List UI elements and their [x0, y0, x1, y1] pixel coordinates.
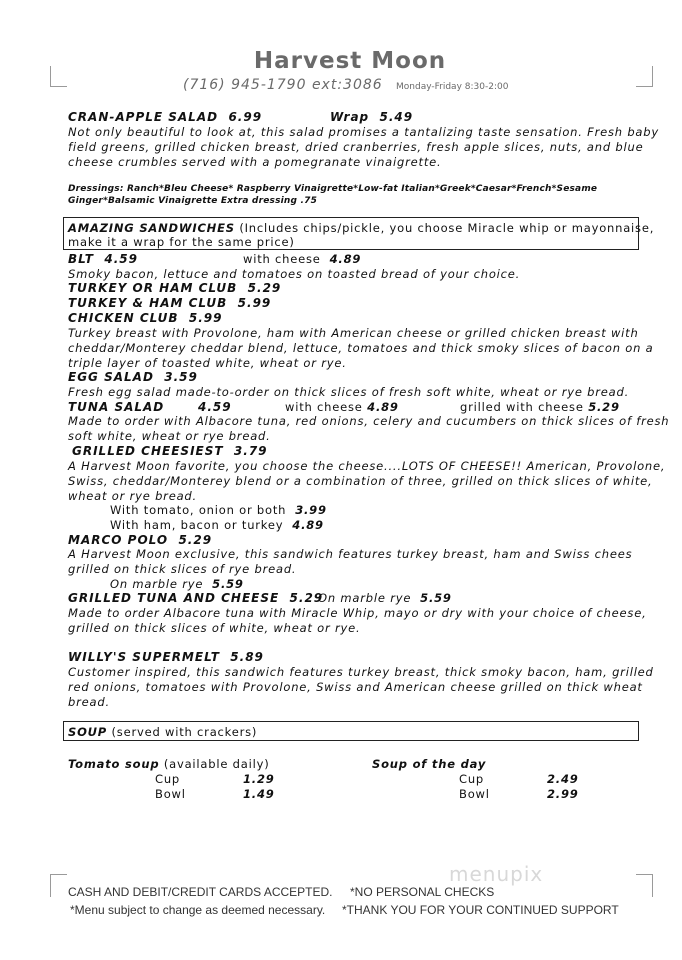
- grilled-cheesiest: GRILLED CHEESIEST 3.79: [72, 444, 268, 458]
- blt-desc: Smoky bacon, lettuce and tomatoes on toasted bread of your choice.: [68, 267, 521, 281]
- egg-salad-desc: Fresh egg salad made-to-order on thick slices of fresh soft white, wheat or rye bread.: [68, 385, 630, 399]
- tuna-salad-desc-2: soft white, wheat or rye bread.: [68, 429, 271, 443]
- turkey-or-ham-club: TURKEY OR HAM CLUB 5.29: [68, 281, 282, 295]
- egg-salad: EGG SALAD 3.59: [68, 370, 198, 384]
- grilled-tuna-desc-1: Made to order Albacore tuna with Miracle Whip, mayo or dry with your choice of cheese,: [68, 606, 647, 620]
- corner-mark-bottom-left: [50, 874, 67, 897]
- tuna-salad-desc-1: Made to order with Albacore tuna, red onions, celery and cucumbers on thick slices of fresh: [68, 414, 670, 428]
- corner-mark-bottom-right: [636, 874, 653, 897]
- salad-price: 6.99: [228, 110, 263, 124]
- marco-polo: MARCO POLO 5.29: [68, 533, 213, 547]
- turkey-and-ham-club: TURKEY & HAM CLUB 5.99: [68, 296, 272, 310]
- tuna-salad-name: TUNA SALAD: [68, 400, 165, 414]
- marco-polo-option: On marble rye 5.59: [110, 577, 244, 591]
- dressings-line-1: Dressings: Ranch*Bleu Cheese* Raspberry Vinaigrette*Low-fat Italian*Greek*Caesar*French*Sesame: [68, 184, 598, 194]
- tomato-cup-label: Cup: [155, 772, 181, 786]
- phone-number: (716) 945-1790 ext:3086: [183, 77, 383, 93]
- tuna-grilled-option: grilled with cheese 5.29: [460, 400, 620, 414]
- chicken-club: CHICKEN CLUB 5.99: [68, 311, 223, 325]
- tomato-soup: Tomato soup (available daily): [68, 757, 270, 771]
- sandwiches-header: AMAZING SANDWICHES (Includes chips/pickle, you choose Miracle whip or mayonnaise,: [68, 221, 655, 235]
- salad-desc-line-3: cheese crumbles served with a pomegranate vinaigrette.: [68, 155, 442, 169]
- grilled-tuna-option: On marble rye 5.59: [318, 591, 452, 605]
- day-bowl-label: Bowl: [459, 787, 490, 801]
- tuna-cheese-option: with cheese 4.89: [285, 400, 399, 414]
- blt-cheese-option: with cheese 4.89: [243, 252, 362, 266]
- blt-name: BLT 4.59: [68, 252, 138, 266]
- tomato-cup-price: 1.29: [243, 772, 275, 786]
- chicken-club-desc-1: Turkey breast with Provolone, ham with American cheese or grilled chicken breast with: [68, 326, 639, 340]
- no-checks-note: *NO PERSONAL CHECKS: [350, 885, 495, 899]
- dressings-line-2: Ginger*Balsamic Vinaigrette Extra dressing .75: [68, 196, 318, 206]
- marco-polo-desc-1: A Harvest Moon exclusive, this sandwich features turkey breast, ham and Swiss chees: [68, 547, 633, 561]
- grilled-cheesiest-desc-3: wheat or rye bread.: [68, 489, 197, 503]
- business-hours: Monday-Friday 8:30-2:00: [396, 82, 509, 92]
- soup-header: SOUP (served with crackers): [68, 725, 258, 739]
- grilled-cheesiest-option-2: With ham, bacon or turkey 4.89: [110, 518, 324, 532]
- willys-desc-1: Customer inspired, this sandwich features turkey breast, thick smoky bacon, ham, grilled: [68, 665, 654, 679]
- tuna-salad-price: 4.59: [198, 400, 232, 414]
- grilled-tuna-desc-2: grilled on thick slices of white, wheat or rye.: [68, 621, 361, 635]
- day-cup-price: 2.49: [547, 772, 579, 786]
- willys-supermelt: WILLY'S SUPERMELT 5.89: [68, 650, 264, 664]
- payment-note: CASH AND DEBIT/CREDIT CARDS ACCEPTED.: [68, 885, 333, 899]
- salad-desc-line-2: field greens, grilled chicken breast, dried cranberries, fresh apple slices, nuts, and blue: [68, 140, 644, 154]
- willys-desc-2: red onions, tomatoes with Provolone, Swiss and American cheese grilled on thick wheat: [68, 680, 643, 694]
- grilled-tuna-and-cheese: GRILLED TUNA AND CHEESE 5.29: [68, 591, 324, 605]
- restaurant-title: Harvest Moon: [253, 48, 447, 74]
- soup-of-the-day: Soup of the day: [372, 757, 487, 771]
- grilled-cheesiest-desc-2: Swiss, cheddar/Monterey blend or a combination of three, grilled on thick slices of white,: [68, 474, 653, 488]
- day-bowl-price: 2.99: [547, 787, 579, 801]
- marco-polo-desc-2: grilled on thick slices of rye bread.: [68, 562, 297, 576]
- menupix-watermark: menupix: [449, 862, 544, 886]
- tomato-bowl-price: 1.49: [243, 787, 275, 801]
- tomato-bowl-label: Bowl: [155, 787, 186, 801]
- chicken-club-desc-2: cheddar/Monterey cheddar blend, lettuce, tomatoes and thick smoky slices of bacon on a: [68, 341, 654, 355]
- grilled-cheesiest-option-1: With tomato, onion or both 3.99: [110, 503, 327, 517]
- day-cup-label: Cup: [459, 772, 485, 786]
- menu-change-note: *Menu subject to change as deemed necessary.: [70, 903, 326, 917]
- salad-name: CRAN-APPLE SALAD 6.99: [68, 110, 263, 124]
- grilled-cheesiest-desc-1: A Harvest Moon favorite, you choose the cheese....LOTS OF CHEESE!! American, Provolone,: [68, 459, 666, 473]
- chicken-club-desc-3: triple layer of toasted white, wheat or rye.: [68, 356, 347, 370]
- sandwiches-header-line-2: make it a wrap for the same price): [68, 235, 295, 249]
- willys-desc-3: bread.: [68, 695, 110, 709]
- salad-desc-line-1: Not only beautiful to look at, this salad promises a tantalizing taste sensation. Fresh baby: [68, 125, 659, 139]
- thank-you-note: *THANK YOU FOR YOUR CONTINUED SUPPORT: [342, 903, 619, 917]
- salad-wrap-option: Wrap 5.49: [330, 110, 414, 124]
